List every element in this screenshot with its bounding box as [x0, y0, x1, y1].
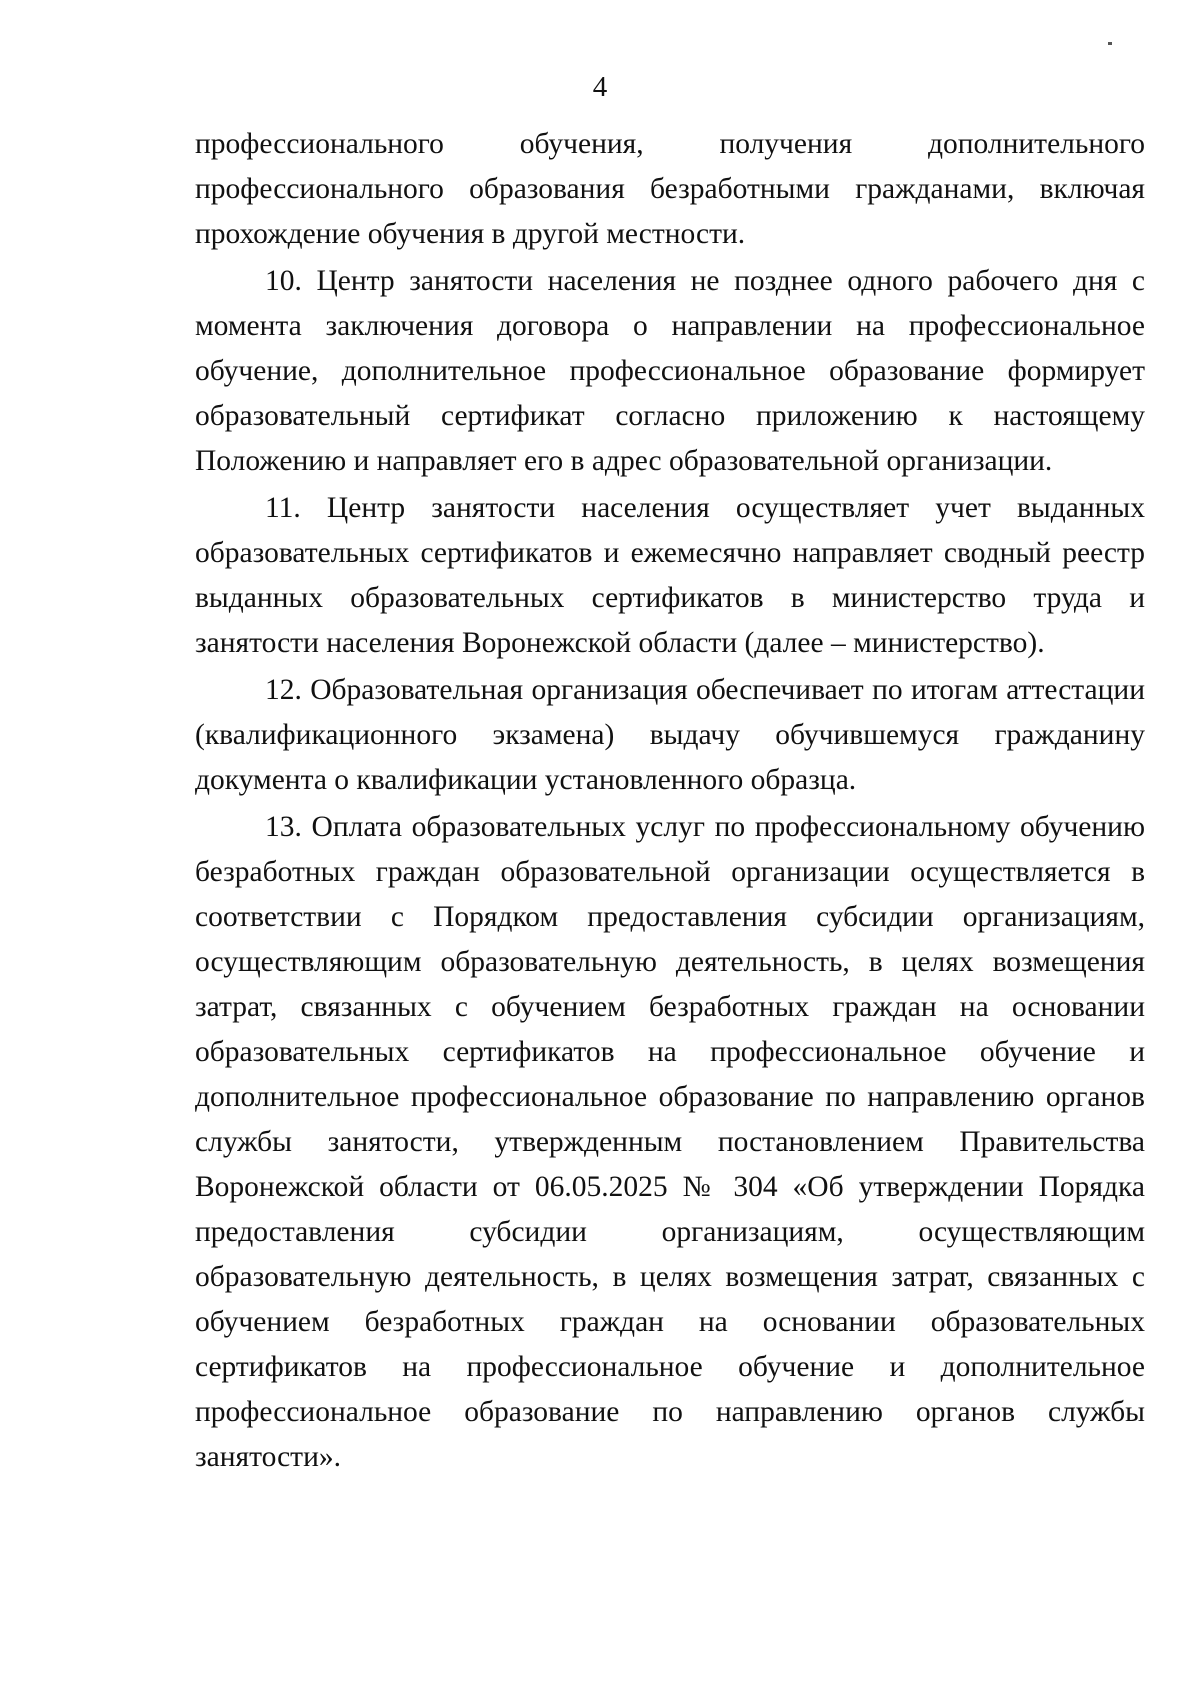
paragraph-item-12: 12. Образовательная организация обеспечивает по итогам аттестации (квалификационного экзамена) выдачу обучившемуся гражданину документа о квалификации установленного образца.: [195, 674, 1145, 796]
document-body: [195, 122, 1145, 1482]
paragraph-item-11: 11. Центр занятости населения осуществляет учет выданных образовательных сертификатов и ежемесячно направляет сводный реестр выданных образовательных сертификатов в министерство труда и занятости населения Воронежской области (далее – министерство).: [195, 492, 1145, 659]
page-number: 4: [592, 71, 608, 103]
paragraph-continuation: профессионального обучения, получения дополнительного профессионального образования безработными гражданами, включая прохождение обучения в другой местности.: [195, 128, 1145, 250]
scan-mark: [1108, 42, 1112, 45]
paragraph-item-13: 13. Оплата образовательных услуг по профессиональному обучению безработных граждан образовательной организации осуществляется в соответствии с Порядком предоставления субсидии организациям, осуществляющим образовательную деятельность, в целях возмещения затрат, связанных с обучением безработных граждан на основании образовательных сертификатов на профессиональное обучение и дополнительное профессиональное образование по направлению органов службы занятости, утвержденным постановлением Правительства Воронежской области от 06.05.2025 № 304 «Об утверждении Порядка предоставления субсидии организациям, осуществляющим образовательную деятельность, в целях возмещения затрат, связанных с обучением безработных граждан на основании образовательных сертификатов на профессиональное обучение и дополнительное профессиональное образование по направлению органов службы занятости».: [195, 811, 1145, 1473]
paragraph-item-10: 10. Центр занятости населения не позднее одного рабочего дня с момента заключения договора о направлении на профессиональное обучение, дополнительное профессиональное образование формирует образовательный сертификат согласно приложению к настоящему Положению и направляет его в адрес образовательной организации.: [195, 265, 1145, 477]
